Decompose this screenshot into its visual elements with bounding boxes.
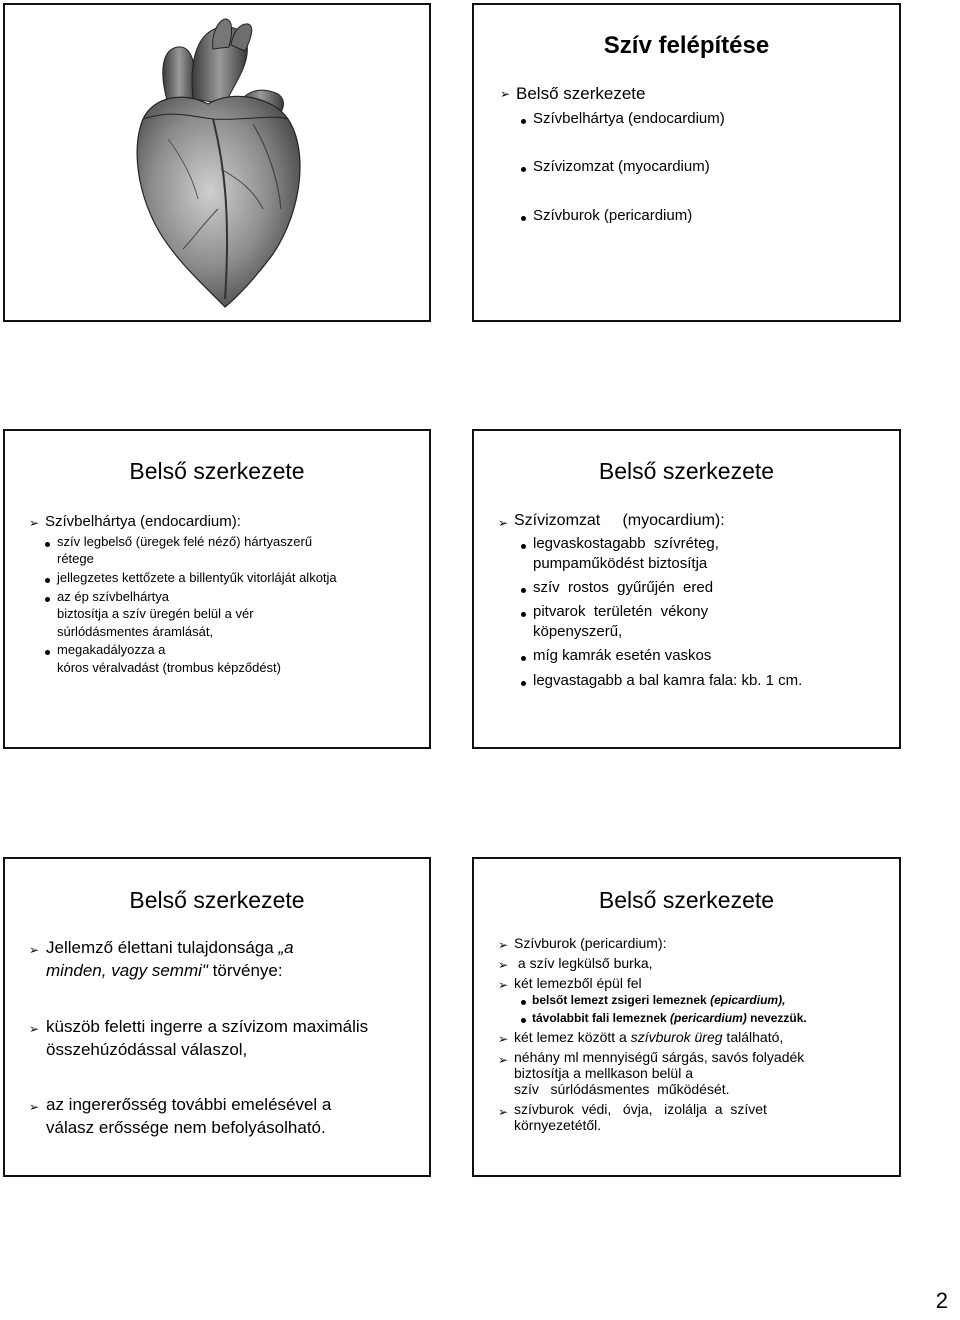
arrow-bullet-icon: ➢ bbox=[29, 943, 40, 957]
list-item-line: belsőt lemezt zsigeri lemeznek (epicardium), bbox=[532, 993, 786, 1007]
arrow-bullet-icon: ➢ bbox=[498, 1053, 509, 1067]
dot-bullet-icon bbox=[521, 119, 526, 124]
dot-bullet-icon bbox=[521, 612, 526, 617]
list-item-line: küszöb feletti ingerre a szívizom maximális bbox=[46, 1017, 369, 1036]
arrow-bullet-icon: ➢ bbox=[29, 1100, 40, 1114]
dot-bullet-icon bbox=[521, 1000, 526, 1005]
dot-bullet-icon bbox=[521, 656, 526, 661]
dot-bullet-icon bbox=[45, 650, 50, 655]
list-item-line: az ép szívbelhártya bbox=[57, 589, 170, 604]
list-item-line: rétege bbox=[57, 551, 94, 566]
list-item-line: válasz erőssége nem befolyásolható. bbox=[46, 1118, 326, 1137]
dot-bullet-icon bbox=[45, 542, 50, 547]
arrow-bullet-icon: ➢ bbox=[498, 1105, 509, 1119]
dot-bullet-icon bbox=[45, 597, 50, 602]
list-item-line: néhány ml mennyiségű sárgás, savós folyadék bbox=[514, 1049, 805, 1065]
slide-all-or-none bbox=[3, 857, 431, 1177]
list-item-line: szívburok védi, óvja, izolálja a szívet bbox=[514, 1101, 767, 1117]
dot-bullet-icon bbox=[521, 588, 526, 593]
list-item-line: Szívburok (pericardium): bbox=[514, 935, 667, 951]
list-item-line: összehúzódással válaszol, bbox=[46, 1040, 248, 1059]
list-item-line: távolabbit fali lemeznek (pericardium) nevezzük. bbox=[532, 1011, 807, 1025]
page-number: 2 bbox=[935, 1288, 948, 1313]
list-item-line: az ingererősség további emelésével a bbox=[46, 1095, 332, 1114]
list-item-line: a szív legkülső burka, bbox=[514, 955, 653, 971]
slide-title: Szív felépítése bbox=[603, 32, 770, 59]
arrow-bullet-icon: ➢ bbox=[500, 87, 511, 101]
list-item-line: két lemezből épül fel bbox=[514, 975, 642, 991]
list-item-line: súrlódásmentes áramlását, bbox=[57, 624, 214, 639]
list-item-line: Jellemző élettani tulajdonsága „a bbox=[46, 938, 294, 957]
list-item-line: biztosítja a szív üregén belül a vér bbox=[57, 606, 254, 621]
list-item-line: szív súrlódásmentes működését. bbox=[514, 1081, 730, 1097]
arrow-bullet-icon: ➢ bbox=[498, 1032, 509, 1046]
list-item-line: biztosítja a mellkason belül a bbox=[514, 1065, 693, 1081]
arrow-bullet-icon: ➢ bbox=[498, 938, 509, 952]
list-item: Szívbelhártya (endocardium) bbox=[533, 110, 725, 127]
dot-bullet-icon bbox=[45, 578, 50, 583]
heart-illustration bbox=[113, 9, 323, 309]
list-item-line: szív rostos gyűrűjén ered bbox=[533, 579, 714, 596]
slide-myocardium bbox=[472, 429, 901, 749]
arrow-bullet-icon: ➢ bbox=[498, 978, 509, 992]
list-item-line: legvastagabb a bal kamra fala: kb. 1 cm. bbox=[533, 672, 803, 689]
slide-pericardium bbox=[472, 857, 901, 1177]
dot-bullet-icon bbox=[521, 216, 526, 221]
list-item-line: legvaskostagabb szívréteg, bbox=[533, 535, 719, 552]
slide-title: Belső szerkezete bbox=[598, 887, 775, 913]
slide-title: Belső szerkezete bbox=[598, 458, 775, 484]
arrow-bullet-icon: ➢ bbox=[498, 958, 509, 972]
slide-heart-structure bbox=[472, 3, 901, 322]
list-item-line: pitvarok területén vékony bbox=[533, 603, 709, 620]
list-item-line: két lemez között a szívburok üreg található, bbox=[514, 1029, 784, 1045]
list-item: Szívizomzat (myocardium) bbox=[533, 158, 710, 175]
list-item-line: pumpaműködést biztosítja bbox=[533, 555, 708, 572]
arrow-bullet-icon: ➢ bbox=[29, 1022, 40, 1036]
list-item-line: jellegzetes kettőzete a billentyűk vitorláját alkotja bbox=[57, 570, 337, 585]
slide-heart-image bbox=[3, 3, 431, 322]
slide-title: Belső szerkezete bbox=[129, 887, 305, 913]
section-heading: Szívizomzat (myocardium): bbox=[514, 512, 725, 529]
dot-bullet-icon bbox=[521, 1018, 526, 1023]
list-item-line: szív legbelső (üregek felé néző) hártyaszerű bbox=[57, 534, 313, 549]
dot-bullet-icon bbox=[521, 167, 526, 172]
slide-title: Belső szerkezete bbox=[129, 458, 305, 484]
list-item: Szívburok (pericardium) bbox=[533, 207, 693, 224]
arrow-bullet-icon: ➢ bbox=[29, 516, 40, 530]
section-heading: Belső szerkezete bbox=[516, 84, 646, 103]
list-item-line: míg kamrák esetén vaskos bbox=[533, 647, 712, 664]
list-item-line: kóros véralvadást (trombus képződést) bbox=[57, 660, 281, 675]
list-item-line: köpenyszerű, bbox=[533, 623, 623, 640]
list-item-line: környezetétől. bbox=[514, 1117, 602, 1133]
section-heading: Szívbelhártya (endocardium): bbox=[45, 513, 241, 530]
slide-endocardium bbox=[3, 429, 431, 749]
dot-bullet-icon bbox=[521, 681, 526, 686]
dot-bullet-icon bbox=[521, 544, 526, 549]
list-item-line: minden, vagy semmi" törvénye: bbox=[46, 961, 283, 980]
arrow-bullet-icon: ➢ bbox=[498, 516, 509, 530]
list-item-line: megakadályozza a bbox=[57, 642, 166, 657]
